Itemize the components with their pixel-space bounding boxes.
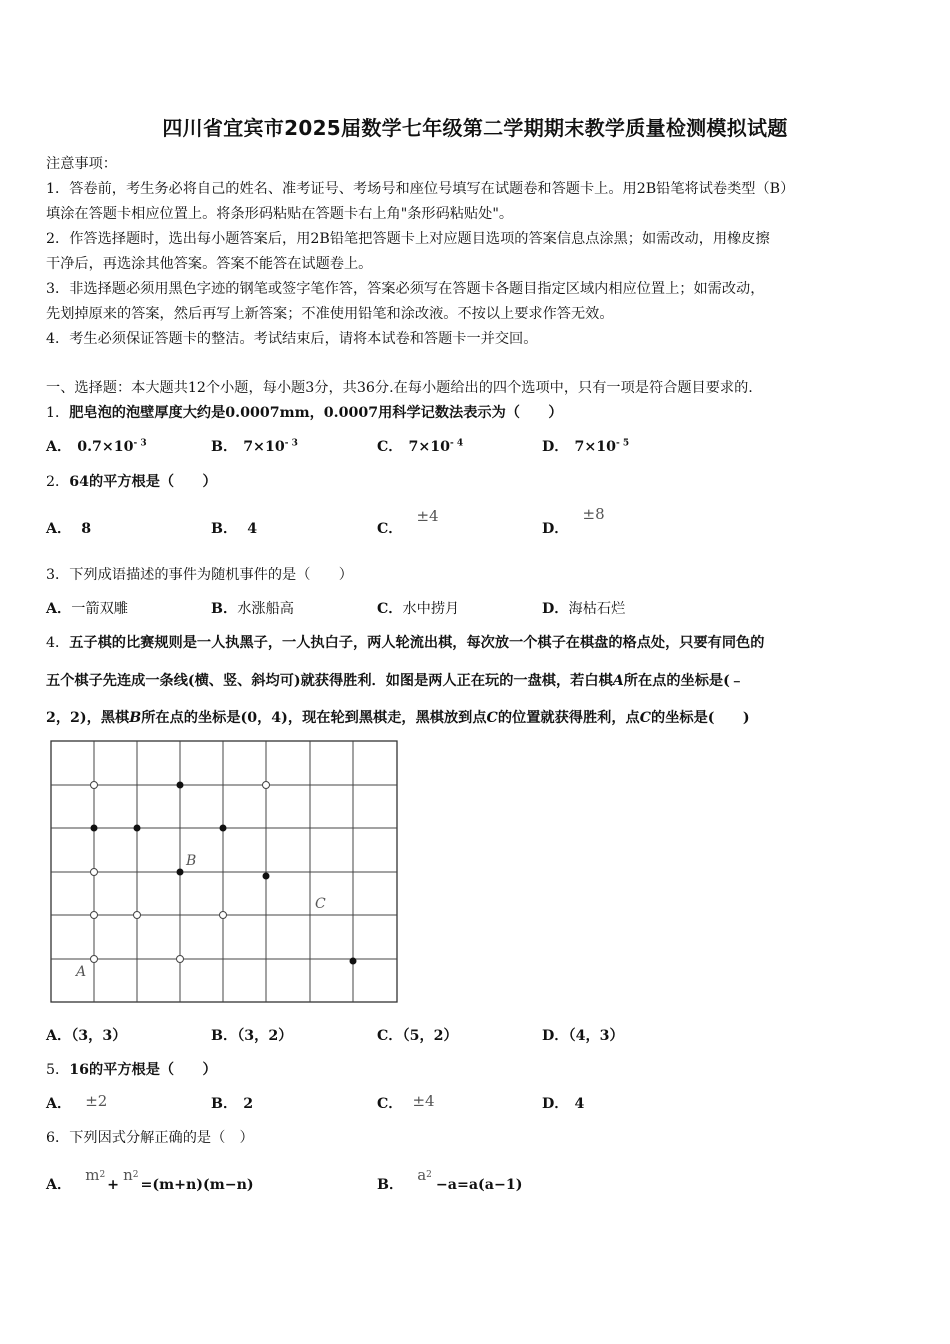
question-text: 的坐标是( ) [651, 710, 750, 726]
question-3 [46, 564, 353, 584]
point-label: A [612, 673, 624, 689]
option-b[interactable] [211, 518, 257, 538]
option-exponent: - 4 [450, 438, 464, 449]
math-operator: + [107, 1177, 120, 1193]
question-4-line-3 [46, 707, 750, 727]
option-label: C． [377, 521, 403, 537]
question-number: 5． [46, 1062, 70, 1078]
option-label: A． [46, 1028, 72, 1044]
option-c[interactable] [377, 507, 439, 538]
option-label: A． [46, 439, 72, 455]
point-label: C [486, 710, 498, 726]
notes-line: 4．考生必须保证答题卡的整洁。考试结束后，请将本试卷和答题卡一并交回。 [46, 331, 538, 347]
option-value: 海枯石烂 [568, 601, 626, 617]
white-stone [220, 912, 227, 919]
question-2 [46, 471, 217, 491]
question-number: 1． [46, 405, 70, 421]
notes-heading: 注意事项： [46, 156, 117, 172]
question-text: 64的平方根是（ ） [69, 474, 217, 490]
option-b[interactable] [211, 1093, 253, 1113]
question-number: 2． [46, 474, 70, 490]
option-d[interactable] [542, 436, 629, 456]
notes-line: 1．答卷前，考生务必将自己的姓名、准考证号、考场号和座位号填写在试题卷和答题卡上。用2B铅笔将试卷类型（B） [46, 181, 795, 197]
option-label: C． [377, 439, 403, 455]
notes-line: 2．作答选择题时，选出每小题答案后，用2B铅笔把答题卡上对应题目选项的答案信息点涂黑；如需改动，用橡皮擦 [46, 231, 770, 247]
section-heading: 一、选择题：本大题共12个小题，每小题3分，共36分.在每小题给出的四个选项中，只有一项是符合题目要求的. [46, 380, 753, 396]
question-number: 4． [46, 635, 70, 651]
option-value: 4 [574, 1096, 585, 1112]
option-a[interactable] [46, 518, 91, 538]
option-label: A． [46, 521, 72, 537]
point-a-label: A [76, 964, 87, 980]
point-b-label: B [186, 853, 197, 869]
white-stone [91, 956, 98, 963]
question-text: 所在点的坐标是(0，4)，现在轮到黑棋走，黑棋放到点 [141, 710, 487, 726]
option-value: =(m+n)(m−n) [140, 1177, 254, 1193]
option-label: B． [211, 601, 238, 617]
point-c-label: C [315, 896, 326, 912]
option-value: （3，3） [71, 1028, 127, 1044]
option-a[interactable] [46, 1093, 107, 1113]
option-label: A． [46, 1177, 72, 1193]
math-term: a [417, 1166, 427, 1184]
option-b[interactable] [211, 436, 298, 456]
option-exponent: - 3 [284, 438, 298, 449]
question-text: 五子棋的比赛规则是一人执黑子，一人执白子，两人轮流出棋，每次放一个棋子在棋盘的格点处，只要有同色的 [69, 635, 765, 651]
option-exponent: - 3 [133, 438, 147, 449]
option-value: （5，2） [402, 1028, 458, 1044]
option-label: D． [542, 521, 569, 537]
white-stone [91, 782, 98, 789]
black-stone [220, 825, 227, 832]
math-term: n [123, 1166, 133, 1184]
option-c[interactable] [377, 436, 463, 456]
option-label: B． [211, 521, 238, 537]
option-d[interactable] [542, 505, 605, 538]
question-text: 下列因式分解正确的是（ ） [69, 1130, 254, 1146]
notes-line: 干净后，再选涂其他答案。答案不能答在试题卷上。 [46, 256, 373, 272]
option-label: C． [377, 601, 403, 617]
question-4-line-2 [46, 670, 744, 690]
option-value: 7×10 [574, 439, 617, 455]
option-value: （3，2） [237, 1028, 293, 1044]
go-board-figure [50, 740, 398, 1004]
option-c[interactable] [377, 1093, 435, 1113]
option-value: 4 [247, 521, 258, 537]
option-label: A． [46, 1096, 72, 1112]
question-text: 下列成语描述的事件为随机事件的是（ ） [69, 567, 353, 583]
question-4 [46, 632, 764, 652]
question-text: 五个棋子先连成一条线(横、竖、斜均可)就获得胜利．如图是两人正在玩的一盘棋，若白棋 [46, 673, 613, 689]
white-stone [134, 912, 141, 919]
white-stone [263, 782, 270, 789]
white-stone [91, 912, 98, 919]
option-a[interactable] [46, 1025, 126, 1045]
question-text: 16的平方根是（ ） [69, 1062, 217, 1078]
option-value: 水涨船高 [237, 601, 294, 617]
black-stone [177, 782, 184, 789]
option-label: D． [542, 439, 569, 455]
question-number: 3． [46, 567, 70, 583]
black-stone [134, 825, 141, 832]
option-c[interactable] [377, 598, 459, 618]
question-text: 的位置就获得胜利，点 [497, 710, 640, 726]
option-b[interactable] [211, 1025, 292, 1045]
option-label: C． [377, 1028, 403, 1044]
notes-line: 先划掉原来的答案，然后再写上新答案；不准使用铅笔和涂改液。不按以上要求作答无效。 [46, 306, 614, 322]
black-stone [350, 958, 357, 965]
option-a[interactable] [46, 436, 147, 456]
option-value: 0.7×10 [77, 439, 134, 455]
question-number: 6． [46, 1130, 70, 1146]
math-term: m [85, 1166, 100, 1184]
option-label: A． [46, 601, 72, 617]
board-grid-lines [51, 741, 397, 1002]
option-d[interactable] [542, 1093, 584, 1113]
black-stone [263, 873, 270, 880]
point-label: C [639, 710, 651, 726]
white-stone [177, 956, 184, 963]
math-exponent: 2 [132, 1170, 139, 1180]
option-value: 一箭双雕 [71, 601, 128, 617]
option-value: 7×10 [243, 439, 285, 455]
notes-line: 3．非选择题必须用黑色字迹的钢笔或签字笔作答，答案必须写在答题卡各题目指定区域内相应位置上；如需改动， [46, 281, 765, 297]
page-title: 四川省宜宾市2025届数学七年级第二学期期末教学质量检测模拟试题 [162, 116, 788, 140]
option-value: ±4 [416, 507, 439, 525]
option-d[interactable] [542, 598, 625, 618]
option-b[interactable] [211, 598, 294, 618]
point-label: B [129, 710, 142, 726]
white-stone [91, 869, 98, 876]
option-label: B． [377, 1177, 404, 1193]
option-a[interactable] [46, 1166, 254, 1194]
question-1 [46, 402, 563, 422]
question-text: 肥皂泡的泡壁厚度大约是0.0007mm，0.0007用科学记数法表示为（ ） [69, 405, 563, 421]
option-value: 水中捞月 [402, 601, 460, 617]
option-label: D． [542, 601, 569, 617]
option-a[interactable] [46, 598, 128, 618]
question-6 [46, 1127, 254, 1147]
option-label: D． [542, 1028, 569, 1044]
math-exponent: 2 [99, 1170, 106, 1180]
option-value: 2 [243, 1096, 254, 1112]
option-value: ±8 [582, 505, 605, 523]
option-b[interactable] [377, 1166, 523, 1194]
option-value: ±2 [85, 1092, 108, 1110]
option-value: −a=a(a−1) [435, 1177, 523, 1193]
option-value: ±4 [412, 1092, 435, 1110]
option-value: 7×10 [408, 439, 450, 455]
option-exponent: - 5 [616, 438, 630, 449]
option-value: 8 [81, 521, 92, 537]
black-stone [91, 825, 98, 832]
notes-line: 填涂在答题卡相应位置上。将条形码粘贴在答题卡右上角"条形码粘贴处"。 [46, 206, 514, 222]
option-c[interactable] [377, 1025, 458, 1045]
option-label: B． [211, 1096, 238, 1112]
option-d[interactable] [542, 1025, 624, 1045]
option-label: C． [377, 1096, 403, 1112]
question-5 [46, 1059, 217, 1079]
option-label: D． [542, 1096, 569, 1112]
option-label: B． [211, 1028, 238, 1044]
question-text: 2，2)，黑棋 [46, 710, 130, 726]
question-text: 所在点的坐标是(﹣ [623, 673, 744, 689]
math-exponent: 2 [426, 1170, 432, 1180]
option-value: （4，3） [568, 1028, 624, 1044]
option-label: B． [211, 439, 238, 455]
black-stone [177, 869, 184, 876]
